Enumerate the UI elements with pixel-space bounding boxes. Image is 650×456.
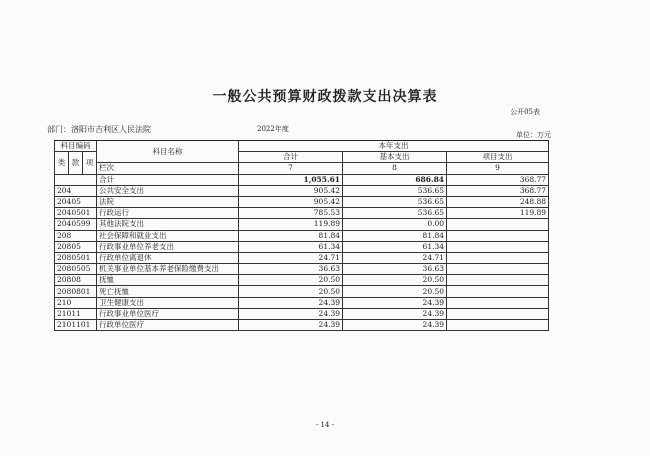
page-number: - 14 - xyxy=(315,421,335,429)
row-total: 20.50 xyxy=(239,286,343,297)
project-header: 项目支出 xyxy=(447,152,549,163)
table-row xyxy=(55,185,549,196)
subject-code: 20805 xyxy=(55,241,97,252)
subject-code-header: 科目编码 xyxy=(55,141,97,152)
column-no-label: 栏次 xyxy=(97,163,239,174)
subject-code: 2040599 xyxy=(55,219,97,230)
subject-name: 行政运行 xyxy=(97,208,239,219)
subject-name: 其他法院支出 xyxy=(97,219,239,230)
table-row xyxy=(55,320,549,331)
subject-name: 抚恤 xyxy=(97,275,239,286)
row-project xyxy=(447,264,549,275)
subject-code: 204 xyxy=(55,185,97,196)
column-7: 7 xyxy=(239,163,343,174)
subject-name: 法院 xyxy=(97,196,239,207)
row-project xyxy=(447,275,549,286)
expenditure-table xyxy=(54,140,549,331)
row-basic: 61.34 xyxy=(343,241,447,252)
row-total: 81.84 xyxy=(239,230,343,241)
row-project xyxy=(447,308,549,319)
lei-header: 类 xyxy=(55,152,69,174)
row-project: 248.88 xyxy=(447,196,549,207)
subject-name: 社会保障和就业支出 xyxy=(97,230,239,241)
column-9: 9 xyxy=(447,163,549,174)
table-row xyxy=(55,252,549,263)
total-project: 368.77 xyxy=(447,174,549,185)
row-basic: 536.65 xyxy=(343,196,447,207)
row-project xyxy=(447,252,549,263)
report-info xyxy=(47,124,551,139)
subject-name: 行政单位离退休 xyxy=(97,252,239,263)
subject-code: 21011 xyxy=(55,308,97,319)
form-number: 公开05表 xyxy=(510,108,540,116)
subject-code: 208 xyxy=(55,230,97,241)
row-basic: 20.50 xyxy=(343,286,447,297)
row-total: 905.42 xyxy=(239,196,343,207)
subject-name: 死亡抚恤 xyxy=(97,286,239,297)
row-basic: 20.50 xyxy=(343,275,447,286)
row-total: 36.63 xyxy=(239,264,343,275)
subject-code: 2080505 xyxy=(55,264,97,275)
row-project xyxy=(447,297,549,308)
table-row xyxy=(55,208,549,219)
current-year-header: 本年支出 xyxy=(239,141,549,152)
row-total: 24.39 xyxy=(239,308,343,319)
basic-header: 基本支出 xyxy=(343,152,447,163)
row-total: 20.50 xyxy=(239,275,343,286)
row-total: 905.42 xyxy=(239,185,343,196)
column-8: 8 xyxy=(343,163,447,174)
subject-name: 行政事业单位养老支出 xyxy=(97,241,239,252)
row-basic: 536.65 xyxy=(343,185,447,196)
subject-code: 210 xyxy=(55,297,97,308)
row-basic: 24.39 xyxy=(343,320,447,331)
row-project: 368.77 xyxy=(447,185,549,196)
table-row xyxy=(55,219,549,230)
table-row xyxy=(55,308,549,319)
row-project xyxy=(447,219,549,230)
row-project xyxy=(447,241,549,252)
table-row xyxy=(55,286,549,297)
subject-name: 公共安全支出 xyxy=(97,185,239,196)
table-row xyxy=(55,230,549,241)
total-amount: 1,055.61 xyxy=(239,174,343,185)
row-project: 119.89 xyxy=(447,208,549,219)
total-label: 合计 xyxy=(97,174,239,185)
xiang-header: 项 xyxy=(83,152,97,174)
row-project xyxy=(447,286,549,297)
report-year: 2022年度 xyxy=(257,125,289,133)
subject-name: 机关事业单位基本养老保险缴费支出 xyxy=(97,264,239,275)
row-project xyxy=(447,320,549,331)
row-total: 119.89 xyxy=(239,219,343,230)
subject-name: 行政事业单位医疗 xyxy=(97,308,239,319)
row-total: 785.53 xyxy=(239,208,343,219)
table-row xyxy=(55,297,549,308)
kuan-header: 款 xyxy=(69,152,83,174)
row-basic: 24.39 xyxy=(343,297,447,308)
table-row xyxy=(55,275,549,286)
subject-code: 2080501 xyxy=(55,252,97,263)
row-basic: 24.39 xyxy=(343,308,447,319)
subject-name: 卫生健康支出 xyxy=(97,297,239,308)
subject-code: 2040501 xyxy=(55,208,97,219)
subject-code: 2101101 xyxy=(55,320,97,331)
row-basic: 36.63 xyxy=(343,264,447,275)
subject-code: 20405 xyxy=(55,196,97,207)
row-project xyxy=(447,230,549,241)
total-header: 合计 xyxy=(239,152,343,163)
currency-unit: 单位：万元 xyxy=(516,131,551,139)
row-basic: 536.65 xyxy=(343,208,447,219)
table-row xyxy=(55,241,549,252)
row-basic: 0.00 xyxy=(343,219,447,230)
total-basic: 686.84 xyxy=(343,174,447,185)
subject-code: 20808 xyxy=(55,275,97,286)
row-total: 24.71 xyxy=(239,252,343,263)
row-basic: 24.71 xyxy=(343,252,447,263)
table-row xyxy=(55,196,549,207)
total-row xyxy=(55,174,549,185)
page-title: 一般公共预算财政拨款支出决算表 xyxy=(212,89,438,105)
row-basic: 81.84 xyxy=(343,230,447,241)
subject-code: 2080801 xyxy=(55,286,97,297)
subject-name: 行政单位医疗 xyxy=(97,320,239,331)
row-total: 24.39 xyxy=(239,297,343,308)
row-total: 61.34 xyxy=(239,241,343,252)
row-total: 24.39 xyxy=(239,320,343,331)
subject-name-header: 科目名称 xyxy=(97,141,239,163)
table-row xyxy=(55,264,549,275)
department-label: 部门：洛阳市吉利区人民法院 xyxy=(47,125,151,134)
